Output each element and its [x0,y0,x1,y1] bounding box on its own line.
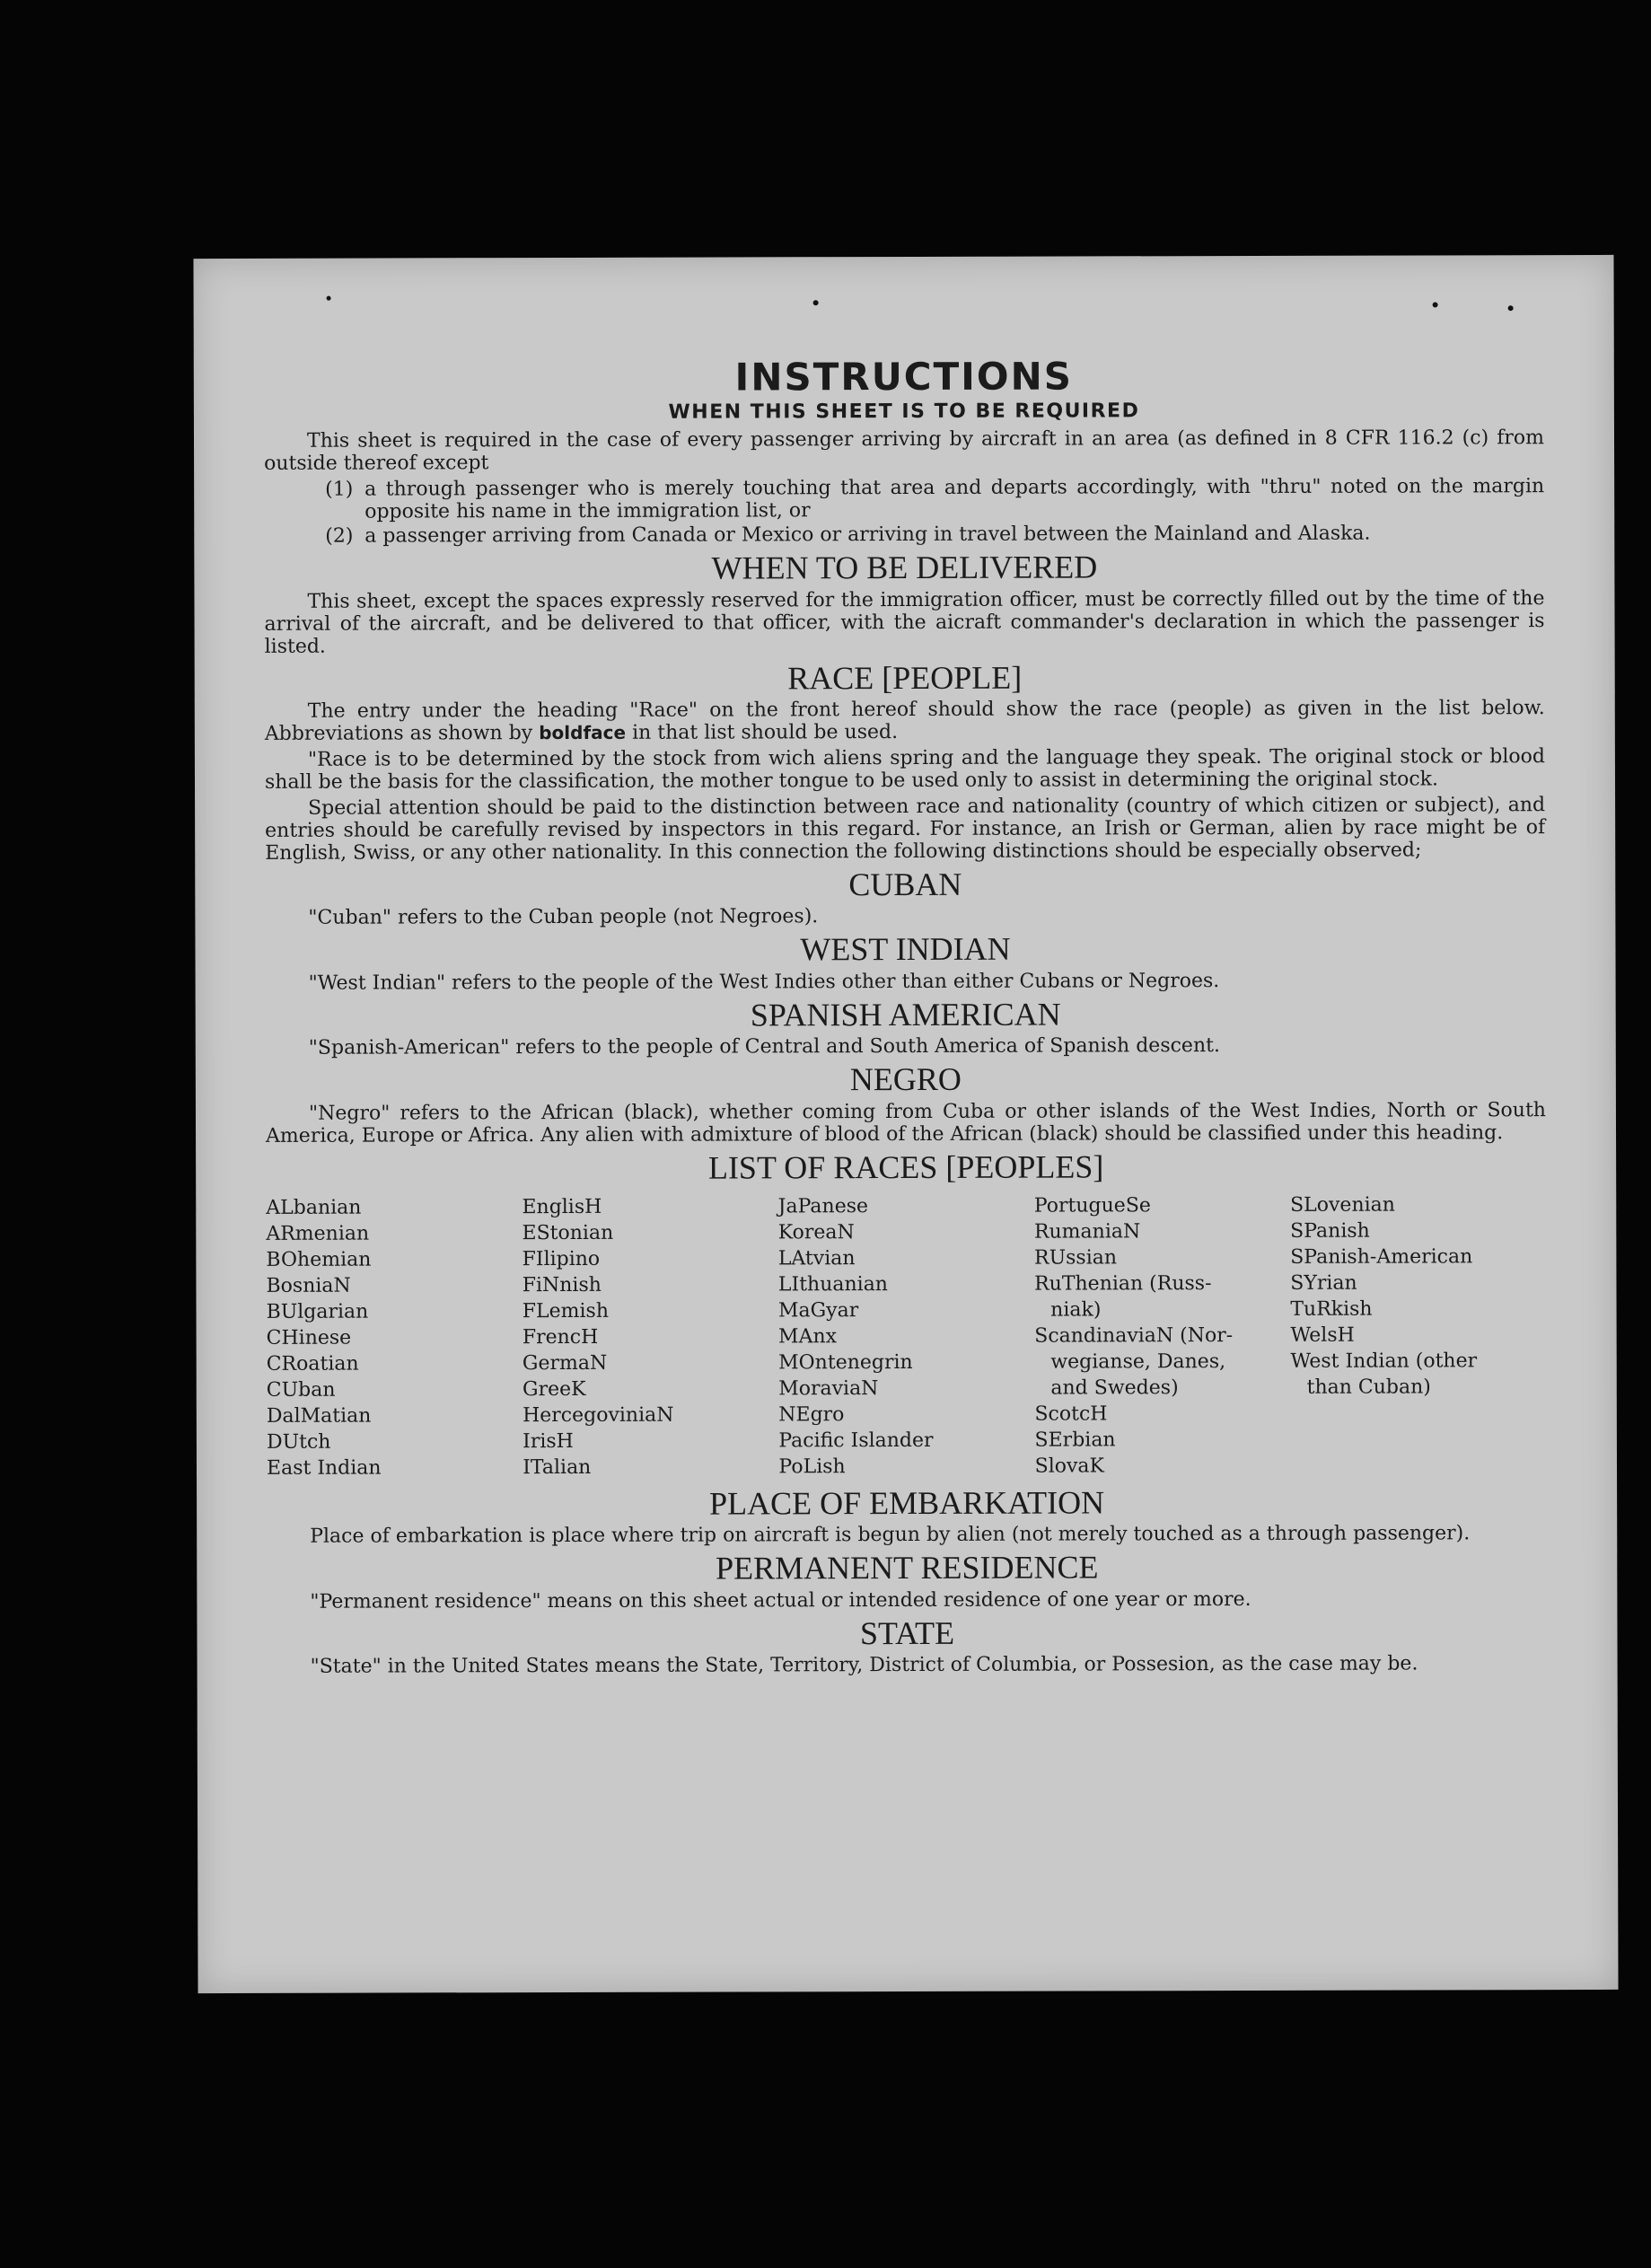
race-entry: FiNnish [522,1273,602,1297]
delivered-heading: WHEN TO BE DELIVERED [711,549,1098,586]
page-title: INSTRUCTIONS [734,354,1074,400]
race-entry: WelsH [1290,1323,1355,1347]
race-entry: FIlipino [522,1247,601,1271]
page-subtitle: WHEN THIS SHEET IS TO BE REQUIRED [668,400,1140,424]
race-entry: EnglisH [522,1195,602,1219]
speck [813,300,819,305]
race-entry: MOntenegrin [778,1351,913,1375]
race-entry: KoreaN [777,1221,855,1244]
race-entry: SlovaK [1034,1455,1104,1478]
race-entry: CUban [266,1378,336,1402]
race-entry: JaPanese [777,1195,869,1218]
race-entry: MAnx [777,1325,838,1349]
races-column [1290,1191,1547,1479]
exception-item-2: (2) a passenger arriving from Canada or Mexico or arriving in travel between the Mainland and Alaska. [325,522,1371,548]
race-entry: LIthuanian [777,1273,889,1297]
document-sheet [193,255,1618,1993]
race-entry: PortugueSe [1033,1194,1151,1218]
race-paragraph-2: "Race is to be determined by the stock from wich aliens spring and the language they speak. The original stock or blood shall be the basis for the classification, the mother tongue to be used only to assist in determining the original stock. [264,745,1545,794]
race-entry: ScotcH [1034,1402,1108,1426]
race-heading: RACE [PEOPLE] [787,659,1023,697]
race-paragraph-3: Special attention should be paid to the distinction between race and nationality (country of which citizen or subject), and entries should be carefully revised by inspectors in this regard. For instance, an Irish or German, alien by race might be of English, Swiss, or any other nationality. In this connection the following distinctions should be especially observed; [265,794,1546,865]
race-entry: ScandinaviaN (Nor- [1034,1324,1234,1348]
race-entry: ALbanian [266,1196,362,1219]
race-entry: BosniaN [266,1274,351,1297]
race-entry: EStonian [522,1221,614,1245]
state-heading: STATE [859,1614,955,1651]
race-entry: RuThenian (Russ- [1034,1272,1212,1296]
race-entry: RumaniaN [1033,1220,1141,1244]
embarkation-heading: PLACE OF EMBARKATION [709,1484,1105,1522]
cuban-paragraph: "Cuban" refers to the Cuban people (not Negroes). [308,905,819,930]
list-of-races-heading: LIST OF RACES [PEOPLES] [707,1148,1104,1186]
race-entry: HercegovinіaN [523,1403,674,1428]
race-entry: SPanish-American [1290,1245,1473,1269]
speck [1433,302,1438,307]
race-entry: DalMatian [266,1404,372,1428]
race-entry: MaGyar [777,1299,859,1323]
cuban-heading: CUBAN [848,866,962,903]
races-column [1034,1192,1291,1480]
intro-paragraph: This sheet is required in the case of every passenger arriving by aircraft in an area (as defined in 8 CFR 116.2 (c) from outside thereof except [264,426,1545,476]
race-entry: SPanish [1290,1219,1370,1243]
instructions-content [264,354,1548,1682]
race-entry: BOhemian [266,1248,372,1271]
race-entry: East Indian [266,1456,382,1480]
race-entry: TuRkish [1290,1297,1373,1321]
race-entry: MoraviaN [778,1377,879,1401]
race-entry: and Swedes) [1050,1376,1179,1400]
state-paragraph: "State" in the United States means the State, Territory, District of Columbia, or Possesion, as the case may be. [310,1652,1418,1678]
race-entry: SErbian [1034,1428,1116,1452]
race-entry: SLovenian [1290,1193,1395,1217]
races-column [522,1193,778,1481]
spanish-american-paragraph: "Spanish-American" refers to the people of Central and South America of Spanish descent. [308,1034,1220,1059]
race-entry: FrencH [522,1325,599,1349]
race-entry: Pacific Islander [778,1428,934,1453]
west-indian-paragraph: "West Indian" refers to the people of the West Indies other than either Cubans or Negroes. [308,969,1220,995]
embarkation-paragraph: Place of embarkation is place where trip on aircraft is begun by alien (not merely touched as a through passenger). [310,1522,1471,1549]
race-entry: CHinese [266,1326,352,1349]
race-entry: ARmenian [266,1222,370,1245]
races-column [778,1193,1035,1481]
race-entry: GermaN [522,1351,608,1376]
races-column [266,1194,523,1481]
race-entry: RUssian [1033,1246,1118,1270]
race-entry: GreeK [522,1377,586,1402]
speck [1508,305,1514,311]
race-entry: than Cuban) [1306,1376,1431,1399]
residence-heading: PERMANENT RESIDENCE [716,1549,1099,1587]
race-entry: IrisH [523,1430,574,1454]
race-entry: ITalian [523,1455,592,1480]
races-list [266,1191,1547,1481]
exception-item-1: (1) a through passenger who is merely touching that area and departs accordingly, with "thru" noted on the margin opposite his name in the immigration list, or [325,475,1545,523]
spanish-american-heading: SPANISH AMERICAN [750,996,1061,1033]
negro-paragraph: "Negro" refers to the African (black), whether coming from Cuba or other islands of the West Indies, North or South America, Europe or Africa. Any alien with admixture of blood of the African (black) should be classified under this heading. [265,1098,1546,1147]
race-entry: SYrian [1290,1271,1357,1295]
race-entry: wegianse, Danes, [1050,1350,1226,1374]
race-entry: PoLish [778,1455,846,1479]
race-entry: FLemish [522,1299,610,1323]
race-entry: LAtvian [777,1247,856,1270]
speck [327,296,331,301]
negro-heading: NEGRO [849,1061,962,1098]
race-entry: CRoatian [266,1352,359,1376]
race-entry: DUtch [266,1430,331,1454]
race-entry: niak) [1050,1298,1102,1322]
race-entry: NEgro [778,1403,845,1427]
residence-paragraph: "Permanent residence" means on this sheet actual or intended residence of one year or more. [310,1587,1251,1613]
race-entry: West Indian (other [1290,1349,1478,1373]
race-paragraph-1: The entry under the heading "Race" on the front hereof should show the race (people) as given in the list below. Abbreviations as shown by boldface in that list should be used. [264,697,1545,745]
delivered-paragraph: This sheet, except the spaces expressly reserved for the immigration officer, must be correctly filled out by the time of the arrival of the aircraft, and be delivered to that officer, with the aicraft commander's declaration in which the passenger is listed. [264,586,1545,658]
west-indian-heading: WEST INDIAN [800,931,1011,968]
race-entry: BUlgarian [266,1300,369,1323]
